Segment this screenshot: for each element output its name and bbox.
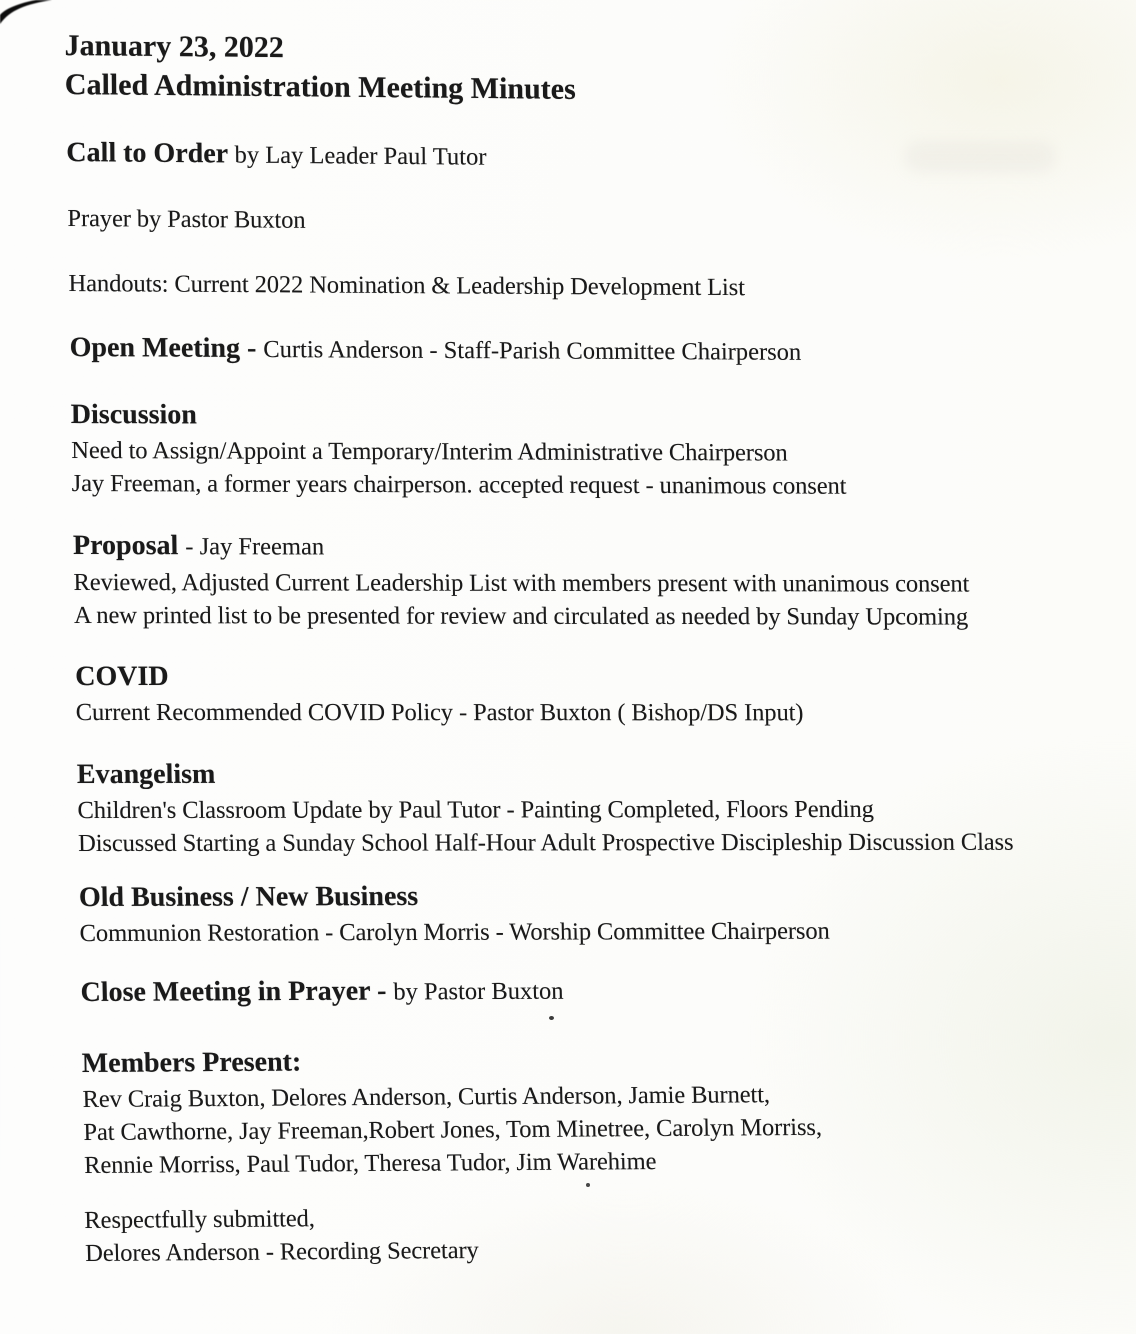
call-to-order-byline: by Lay Leader Paul Tutor bbox=[234, 141, 487, 171]
section-members-present bbox=[81, 1038, 1136, 1182]
section-close-meeting bbox=[80, 969, 1135, 1013]
meeting-date: January 23, 2022 bbox=[64, 28, 284, 65]
heading-open-meeting: Open Meeting - bbox=[69, 331, 257, 364]
heading-evangelism: Evangelism bbox=[76, 758, 216, 790]
heading-proposal: Proposal bbox=[72, 530, 179, 562]
prayer-line: Prayer by Pastor Buxton bbox=[67, 204, 306, 234]
heading-close-meeting: Close Meeting in Prayer - bbox=[80, 975, 387, 1008]
heading-members-present: Members Present: bbox=[81, 1046, 302, 1079]
open-meeting-byline: Curtis Anderson - Staff-Parish Committee Chairperson bbox=[263, 336, 802, 366]
section-call-to-order bbox=[66, 134, 1120, 182]
section-evangelism bbox=[77, 755, 1133, 860]
members-line: Rev Craig Buxton, Delores Anderson, Curtis Anderson, Jamie Burnett, bbox=[82, 1081, 771, 1113]
section-proposal bbox=[73, 527, 1129, 634]
section-old-new-business bbox=[79, 876, 1134, 950]
body-line: Children's Classroom Update by Paul Tutor - Painting Completed, Floors Pending bbox=[77, 795, 875, 824]
section-open-meeting bbox=[69, 329, 1124, 374]
section-handouts bbox=[68, 267, 1122, 306]
heading-covid: COVID bbox=[74, 661, 169, 693]
signature-line: Respectfully submitted, bbox=[84, 1205, 316, 1234]
proposal-byline: - Jay Freeman bbox=[185, 533, 325, 561]
heading-call-to-order: Call to Order bbox=[66, 136, 228, 170]
body-line: Need to Assign/Appoint a Temporary/Interim Administrative Chairperson bbox=[71, 436, 788, 467]
meeting-title: Called Administration Meeting Minutes bbox=[64, 67, 576, 106]
body-line: Communion Restoration - Carolyn Morris - Worship Committee Chairperson bbox=[79, 917, 830, 947]
section-covid bbox=[75, 658, 1130, 729]
close-meeting-byline: by Pastor Buxton bbox=[393, 977, 564, 1006]
section-discussion bbox=[71, 396, 1126, 504]
section-prayer bbox=[67, 202, 1121, 243]
body-line: A new printed list to be presented for review and circulated as needed by Sunday Upcoming bbox=[73, 601, 969, 631]
members-line: Pat Cawthorne, Jay Freeman,Robert Jones, Tom Minetree, Carolyn Morriss, bbox=[83, 1113, 823, 1146]
body-line: Discussed Starting a Sunday School Half-Hour Adult Prospective Discipleship Discussion Class bbox=[77, 828, 1014, 857]
signature-line: Delores Anderson - Recording Secretary bbox=[84, 1236, 479, 1267]
body-line: Jay Freeman, a former years chairperson. accepted request - unanimous consent bbox=[71, 469, 847, 500]
heading-discussion: Discussion bbox=[70, 398, 198, 431]
document-header bbox=[64, 26, 1119, 114]
section-signature bbox=[84, 1196, 1136, 1270]
handouts-line: Handouts: Current 2022 Nomination & Leadership Development List bbox=[68, 269, 745, 302]
heading-old-new-business: Old Business / New Business bbox=[78, 880, 419, 913]
members-line: Rennie Morriss, Paul Tudor, Theresa Tudor, Jim Warehime bbox=[83, 1148, 657, 1179]
body-line: Current Recommended COVID Policy - Pastor Buxton ( Bishop/DS Input) bbox=[75, 699, 804, 727]
body-line: Reviewed, Adjusted Current Leadership List with members present with unanimous consent bbox=[73, 568, 970, 598]
